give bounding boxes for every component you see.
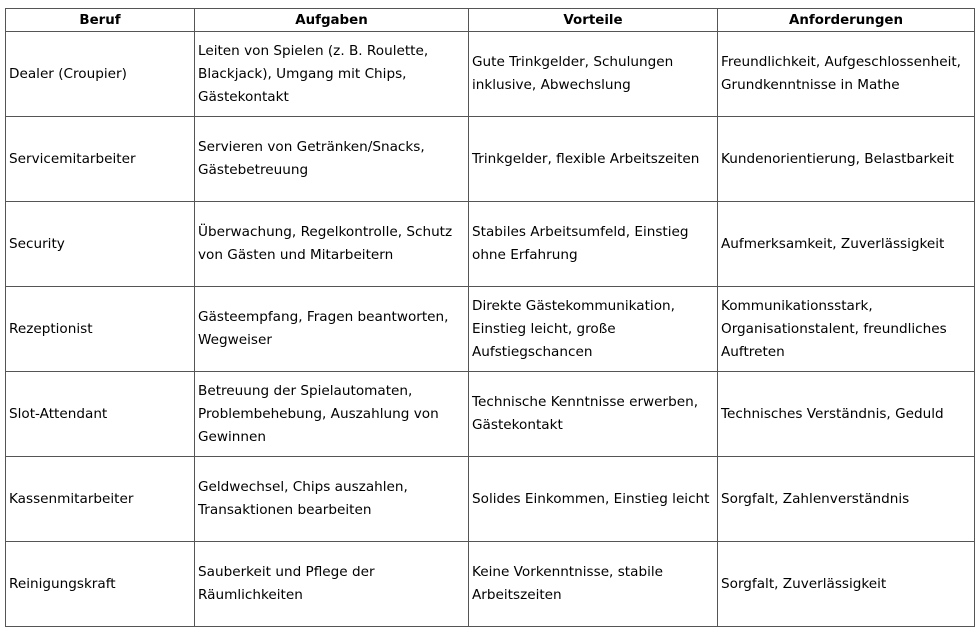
cell-beruf: Rezeptionist [6, 287, 195, 372]
cell-beruf: Dealer (Croupier) [6, 32, 195, 117]
cell-vorteile: Gute Trinkgelder, Schulungen inklusive, Abwechslung [469, 32, 718, 117]
cell-beruf: Kassenmitarbeiter [6, 457, 195, 542]
cell-anforderungen: Sorgfalt, Zahlenverständnis [718, 457, 975, 542]
cell-aufgaben: Servieren von Getränken/Snacks, Gästebetreuung [195, 117, 469, 202]
table-row [6, 372, 975, 457]
header-aufgaben: Aufgaben [195, 9, 469, 32]
table-header-row [6, 9, 975, 32]
jobs-table [5, 8, 975, 627]
cell-beruf: Slot-Attendant [6, 372, 195, 457]
cell-vorteile: Direkte Gästekommunikation, Einstieg leicht, große Aufstiegschancen [469, 287, 718, 372]
cell-beruf: Reinigungskraft [6, 542, 195, 627]
header-vorteile: Vorteile [469, 9, 718, 32]
cell-anforderungen: Freundlichkeit, Aufgeschlossenheit, Grundkenntnisse in Mathe [718, 32, 975, 117]
table-row [6, 202, 975, 287]
cell-vorteile: Technische Kenntnisse erwerben, Gästekontakt [469, 372, 718, 457]
cell-vorteile: Keine Vorkenntnisse, stabile Arbeitszeiten [469, 542, 718, 627]
cell-vorteile: Stabiles Arbeitsumfeld, Einstieg ohne Erfahrung [469, 202, 718, 287]
cell-anforderungen: Aufmerksamkeit, Zuverlässigkeit [718, 202, 975, 287]
cell-vorteile: Solides Einkommen, Einstieg leicht [469, 457, 718, 542]
cell-anforderungen: Technisches Verständnis, Geduld [718, 372, 975, 457]
table-row [6, 287, 975, 372]
cell-beruf: Servicemitarbeiter [6, 117, 195, 202]
header-anforderungen: Anforderungen [718, 9, 975, 32]
header-beruf: Beruf [6, 9, 195, 32]
cell-aufgaben: Leiten von Spielen (z. B. Roulette, Blackjack), Umgang mit Chips, Gästekontakt [195, 32, 469, 117]
cell-aufgaben: Sauberkeit und Pflege der Räumlichkeiten [195, 542, 469, 627]
table-row [6, 457, 975, 542]
cell-anforderungen: Kommunikationsstark, Organisationstalent, freundliches Auftreten [718, 287, 975, 372]
cell-aufgaben: Geldwechsel, Chips auszahlen, Transaktionen bearbeiten [195, 457, 469, 542]
cell-vorteile: Trinkgelder, flexible Arbeitszeiten [469, 117, 718, 202]
cell-anforderungen: Kundenorientierung, Belastbarkeit [718, 117, 975, 202]
table-row [6, 32, 975, 117]
cell-aufgaben: Betreuung der Spielautomaten, Problembehebung, Auszahlung von Gewinnen [195, 372, 469, 457]
table-row [6, 542, 975, 627]
cell-beruf: Security [6, 202, 195, 287]
cell-aufgaben: Überwachung, Regelkontrolle, Schutz von Gästen und Mitarbeitern [195, 202, 469, 287]
cell-aufgaben: Gästeempfang, Fragen beantworten, Wegweiser [195, 287, 469, 372]
cell-anforderungen: Sorgfalt, Zuverlässigkeit [718, 542, 975, 627]
table-row [6, 117, 975, 202]
